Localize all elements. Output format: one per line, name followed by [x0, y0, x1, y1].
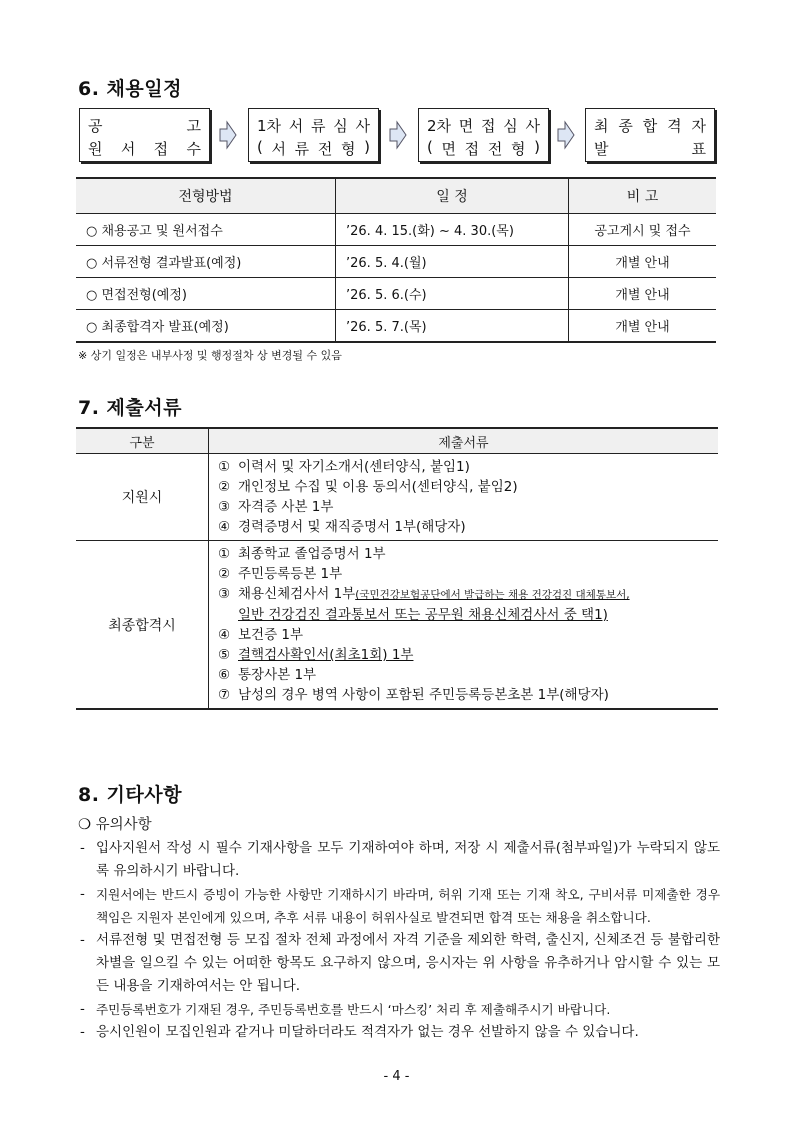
column-header: 전형방법 — [76, 178, 336, 214]
category-cell: 최종합격시 — [76, 541, 209, 710]
list-item: - 지원서에는 반드시 증빙이 가능한 사항만 기재하시기 바라며, 허위 기재 또는 기재 착오, 구비서류 미제출한 경우 책임은 지원자 본인에게 있으며, 추후 서류 내용이 허위사실로 발견되면 합격 또는 채용을 취소합니다. — [80, 886, 720, 925]
table-row — [76, 310, 716, 343]
schedule-table — [76, 177, 716, 343]
list-item: - 주민등록번호가 기재된 경우, 주민등록번호를 반드시 ‘마스킹’ 처리 후 제출해주시기 바랍니다. — [80, 1001, 611, 1017]
arrow-right-icon — [219, 120, 237, 150]
table-row — [76, 454, 718, 541]
page-number: - 4 - — [383, 1069, 410, 1084]
table-row — [76, 278, 716, 310]
list-item: ② 개인정보 수집 및 이용 동의서(센터양식, 붙임2) — [218, 479, 518, 495]
table-cell: ○ 서류전형 결과발표(예정) — [76, 246, 336, 278]
documents-cell — [209, 541, 719, 710]
list-item: - 서류전형 및 면접전형 등 모집 절차 전체 과정에서 자격 기준을 제외한 학력, 출신지, 신체조건 등 불합리한 차별을 일으킬 수 있는 어떠한 항목도 요구하지 않으며, 응시자는 위 사항을 유추하거나 암시할 수 있는 모든 내용을 기재하여서는 안 됩니다. — [80, 932, 720, 994]
table-cell: 개별 안내 — [569, 246, 717, 278]
documents-table — [76, 427, 718, 710]
flow-step-final-announcement: 최 종 합 격 자 발 표 — [585, 108, 715, 162]
list-item: ① 이력서 및 자기소개서(센터양식, 붙임1) — [218, 459, 470, 475]
schedule-note: ※ 상기 일정은 내부사정 및 행정절차 상 변경될 수 있음 — [78, 349, 342, 362]
table-header-row — [76, 178, 716, 214]
documents-cell — [209, 454, 719, 541]
flow-step-interview: 2차 면 접 심 사 ( 면 접 전 형 ) — [418, 108, 549, 162]
column-header: 비 고 — [569, 178, 717, 214]
table-cell: ’26. 5. 7.(목) — [336, 310, 569, 343]
table-row — [76, 246, 716, 278]
list-item: ② 주민등록등본 1부 — [218, 566, 343, 582]
list-item: ⑥ 통장사본 1부 — [218, 667, 317, 683]
notice-subheading: ❍ 유의사항 — [78, 817, 152, 833]
arrow-right-icon — [389, 120, 407, 150]
list-item: ③ 채용신체검사서 1부(국민건강보험공단에서 발급하는 채용 건강검진 대체통보서, — [218, 586, 630, 602]
table-cell: ’26. 4. 15.(화) ~ 4. 30.(목) — [336, 214, 569, 246]
table-cell: ’26. 5. 6.(수) — [336, 278, 569, 310]
list-item: ⑦ 남성의 경우 병역 사항이 포함된 주민등록등본초본 1부(해당자) — [218, 687, 609, 703]
table-cell: ○ 면접전형(예정) — [76, 278, 336, 310]
list-item: ⑤ 결핵검사확인서(최초1회) 1부 — [218, 647, 414, 663]
table-cell: 개별 안내 — [569, 278, 717, 310]
section6-title: 6. 채용일정 — [78, 78, 182, 100]
column-header: 일 정 — [336, 178, 569, 214]
section8-title: 8. 기타사항 — [78, 784, 182, 806]
table-row — [76, 214, 716, 246]
table-row — [76, 541, 718, 710]
category-cell: 지원시 — [76, 454, 209, 541]
table-header-row — [76, 428, 718, 454]
section7-title: 7. 제출서류 — [78, 397, 182, 419]
table-cell: 공고게시 및 접수 — [569, 214, 717, 246]
list-item: ③ 자격증 사본 1부 — [218, 499, 334, 515]
list-item: - 응시인원이 모집인원과 같거나 미달하더라도 적격자가 없는 경우 선발하지 않을 수 있습니다. — [80, 1024, 639, 1040]
column-header: 구분 — [76, 428, 209, 454]
column-header: 제출서류 — [209, 428, 719, 454]
table-cell: ○ 최종합격자 발표(예정) — [76, 310, 336, 343]
arrow-right-icon — [557, 120, 575, 150]
table-cell: ’26. 5. 4.(월) — [336, 246, 569, 278]
flow-step-announcement: 공 고 원 서 접 수 — [79, 108, 210, 162]
list-item: - 입사지원서 작성 시 필수 기재사항을 모두 기재하여야 하며, 저장 시 제출서류(첨부파일)가 누락되지 않도록 유의하시기 바랍니다. — [80, 840, 720, 879]
table-cell: 개별 안내 — [569, 310, 717, 343]
list-item: ④ 경력증명서 및 재직증명서 1부(해당자) — [218, 519, 466, 535]
notice-list — [80, 837, 720, 1044]
flow-step-document-screening: 1차 서 류 심 사 ( 서 류 전 형 ) — [248, 108, 379, 162]
list-item: ④ 보건증 1부 — [218, 627, 304, 643]
table-cell: ○ 채용공고 및 원서접수 — [76, 214, 336, 246]
list-item-continuation: 일반 건강검진 결과통보서 또는 공무원 채용신체검사서 중 택1) — [238, 607, 608, 623]
list-item: ① 최종학교 졸업증명서 1부 — [218, 546, 386, 562]
